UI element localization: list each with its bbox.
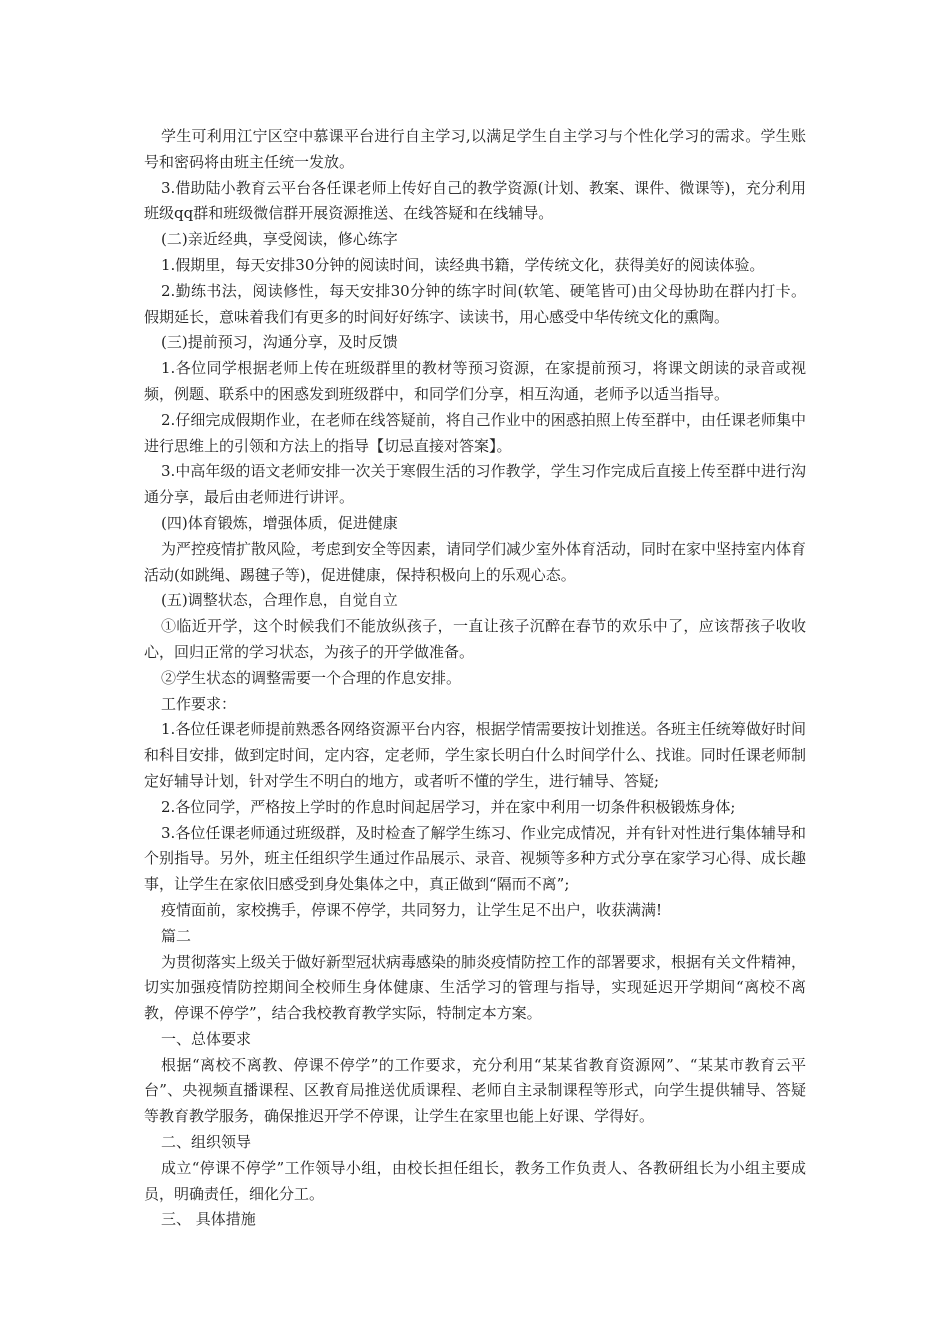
paragraph: 为贯彻落实上级关于做好新型冠状病毒感染的肺炎疫情防控工作的部署要求，根据有关文件精神，切实加强疫情防控期间全校师生身体健康、生活学习的管理与指导，实现延迟开学期间“离校不离教，停课不停学”，结合我校教育教学实际，特制定本方案。 [144, 952, 807, 1023]
paragraph: 2.勤练书法，阅读修性，每天安排30分钟的练字时间(软笔、硬笔皆可)由父母协助在群内打卡。假期延长，意味着我们有更多的时间好好练字、读读书，用心感受中华传统文化的熏陶。 [144, 281, 806, 326]
paragraph: 根据“离校不离教、停课不停学”的工作要求，充分利用“某某省教育资源网”、“某某市教育云平台”、央视频直播课程、区教育局推送优质课程、老师自主录制课程等形式，向学生提供辅导、答疑等教育教学服务，确保推迟开学不停课，让学生在家里也能上好课、学得好。 [144, 1055, 806, 1126]
paragraph: 疫情面前，家校携手，停课不停学，共同努力，让学生足不出户，收获满满! [161, 900, 663, 919]
paragraph: ②学生状态的调整需要一个合理的作息安排。 [161, 668, 462, 687]
section-heading: (三)提前预习，沟通分享，及时反馈 [161, 333, 398, 352]
section-heading: (二)亲近经典，享受阅读，修心练字 [161, 230, 398, 249]
section-heading: 篇二 [161, 926, 192, 945]
section-heading: 二、组织领导 [161, 1133, 252, 1152]
paragraph: 1.各位同学根据老师上传在班级群里的教材等预习资源，在家提前预习，将课文朗读的录音或视频，例题、联系中的困惑发到班级群中，和同学们分享，相互沟通，老师予以适当指导。 [144, 359, 806, 403]
paragraph: 学生可利用江宁区空中慕课平台进行自主学习,以满足学生自主学习与个性化学习的需求。学生账号和密码将由班主任统一发放。 [144, 127, 806, 171]
paragraph: 3.各位任课老师通过班级群，及时检查了解学生练习、作业完成情况，并有针对性进行集体辅导和个别指导。另外，班主任组织学生通过作品展示、录音、视频等多种方式分享在家学习心得、成长趣事，让学生在家依旧感受到身处集体之中，真正做到“隔而不离”; [144, 823, 806, 894]
document-body [144, 124, 806, 1233]
paragraph: 3.中高年级的语文老师安排一次关于寒假生活的习作教学，学生习作完成后直接上传至群中进行沟通分享，最后由老师进行讲评。 [144, 462, 806, 507]
section-heading: 一、总体要求 [161, 1029, 252, 1048]
paragraph: ①临近开学，这个时候我们不能放纵孩子，一直让孩子沉醉在春节的欢乐中了，应该帮孩子收收心，回归正常的学习状态，为孩子的开学做准备。 [144, 617, 806, 661]
paragraph: 1.假期里，每天安排30分钟的阅读时间，读经典书籍，学传统文化，获得美好的阅读体验。 [161, 255, 765, 274]
paragraph: 为严控疫情扩散风险，考虑到安全等因素，请同学们减少室外体育活动，同时在家中坚持室内体育活动(如跳绳、踢毽子等)，促进健康，保持积极向上的乐观心态。 [144, 539, 807, 584]
section-heading: 三、 具体措施 [161, 1210, 256, 1229]
paragraph: 2.各位同学，严格按上学时的作息时间起居学习，并在家中利用一切条件积极锻炼身体; [161, 797, 736, 816]
section-heading: (四)体育锻炼，增强体质，促进健康 [161, 513, 398, 532]
paragraph: 1.各位任课老师提前熟悉各网络资源平台内容，根据学情需要按计划推送。各班主任统筹做好时间和科目安排，做到定时间，定内容，定老师，学生家长明白什么时间学什么、找谁。同时任课老师制定好辅导计划，针对学生不明白的地方，或者听不懂的学生，进行辅导、答疑; [144, 720, 806, 790]
section-heading: 工作要求： [161, 694, 237, 713]
paragraph: 成立“停课不停学”工作领导小组，由校长担任组长，教务工作负责人、各教研组长为小组主要成员，明确责任，细化分工。 [144, 1158, 806, 1203]
paragraph: 2.仔细完成假期作业，在老师在线答疑前，将自己作业中的困惑拍照上传至群中，由任课老师集中进行思维上的引领和方法上的指导【切忌直接对答案】。 [144, 410, 806, 455]
paragraph: 3.借助陆小教育云平台各任课老师上传好自己的教学资源(计划、教案、课件、微课等)，充分利用班级qq群和班级微信群开展资源推送、在线答疑和在线辅导。 [144, 178, 806, 223]
section-heading: (五)调整状态，合理作息，自觉自立 [161, 591, 398, 610]
